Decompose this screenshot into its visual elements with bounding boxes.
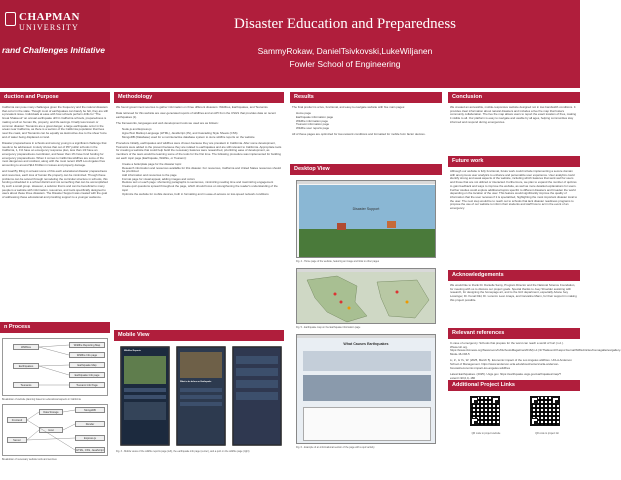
poster-school: Fowler School of Engineering (289, 59, 401, 69)
map-image (124, 356, 166, 384)
info-image (303, 375, 431, 401)
form-block (124, 402, 166, 420)
intro-paragraph: Disaster preparedness in schools and among young is a significant challenge that needs to be addressed. A study shows that out of 357 public schools in the California, 1, 1% have an emergency response plan, less than 1/3 have an emergency preparedness coordinator, and fewer than 1% have fund funding for emergency preparedness. When it comes to California wildfires are some of the most dangerous and costliest, along with the most recent 2025 Los Angeles fires amounting to around $14.8 billion in losses and property damage. (2, 140, 107, 168)
quiz-box (303, 407, 431, 441)
methodology-paragraph: Data retrieved for this website are user-generated reports of wildfires and an API from the USGS that provides data on recent earthquakes (1). (116, 111, 276, 119)
references-heading: Relevant references (448, 328, 580, 339)
text-line (124, 395, 166, 399)
figure-caption: Fig. 4 - Home page of the website, featuring an image and links to other pages (296, 260, 380, 263)
intro-paragraph: California can pose many challenges given the frequency and the natural disasters that occur in the state. Though most of earthquakes can barely be felt, they are still a prevalent issue. Individuals at ease with how schools perform drills for "The Great Shakeout" an annual earthquake drill in California schools, preparedness is making a toll on human life, property, and life savings. Finally less known or common disaster: Tsunamis are a great danger, a large earthquake occur in the ocean near California, as there is a section of the California population that lives near the coast, and Tsunamis can be equally as destructive due to the sheer force and of water being displaced on land. (2, 105, 108, 139)
diagram-connectors (3, 339, 109, 397)
list-item: Wildfire information page (296, 118, 328, 123)
list-item: Home page (296, 111, 311, 116)
list-item: Create quiz questions spread throughout the page, which should focus on strengthening the reader's understanding of the topic (122, 184, 278, 192)
text-line (124, 388, 166, 392)
mobile-subtitle: What to do before an Earthquake (180, 381, 212, 383)
desktop-screenshot-home (296, 180, 436, 258)
browser-bar (297, 335, 435, 338)
list-item: Format page for visual appeal, adding images and colors (122, 176, 195, 181)
tools-list (116, 128, 282, 139)
info-text-block (303, 351, 431, 371)
list-item: Wildfire user reports page (296, 126, 330, 131)
initiative-label: rand Challenges Initiative (2, 45, 105, 55)
house-art (387, 221, 396, 228)
list-item: Add information and resources to the page (122, 173, 177, 178)
figure-caption: Fig. 6 - Example of an informational section of the page with a quiz activity (296, 446, 375, 449)
text-line (180, 402, 222, 406)
diagram-node: Tsunami Info Page (69, 382, 105, 388)
list-item: Reduce text on each page: shortening paragraphs to sentences, minimizing reading time and maximizing engagement (122, 180, 274, 185)
diagram-node: Wildfires (13, 344, 39, 350)
list-item: HyperText Markup Language (HTML), JavaScript (JS), and Cascading Style Sheets (CSS) (122, 131, 238, 136)
diagram-node: Wildfire Reporting Map (69, 342, 105, 348)
diagram-tools (2, 404, 108, 456)
methodology-heading: Methodology (114, 92, 284, 103)
diagram-node: MongoDB (75, 407, 105, 413)
results-paragraph: All of these pages are optimized for low-network conditions and formatted for mobile form factor devices. (292, 132, 426, 137)
results-list (292, 112, 440, 131)
browser-bar (297, 181, 435, 184)
mobile-screenshot-earthquake (176, 346, 226, 446)
diagram-node: Server (7, 437, 27, 443)
mobile-title: Wildfire Reports (124, 350, 141, 352)
diagram-node: HTML, CSS, JavaScript (76, 449, 104, 452)
logo-window-icon (5, 12, 16, 26)
university-logo (0, 0, 110, 88)
diagram-node: Earthquakes (13, 363, 39, 369)
list-item: Node.js and Express.js (122, 127, 152, 132)
results-text (292, 106, 440, 158)
diagram-node: Data Storage (39, 409, 63, 415)
figure-caption: Fig. 5 - Earthquake map on the Earthquake information page (296, 326, 361, 329)
quiz-option (236, 380, 278, 388)
home-title: Disaster Support (352, 207, 380, 211)
references-text (450, 341, 621, 380)
house-art (337, 223, 346, 230)
project-links-heading: Additional Project Links (448, 380, 580, 391)
list-item: Research information and resources available for this disaster. For resources, California and United States resources should be prioritized (122, 165, 281, 174)
methodology-paragraph: Procedure Initially, earthquakes and wildfires were chosen because they are prevalent in California. After some development, Tsunamis were added to the present because they are related to earthquakes and are still relevant to California. Appropriate tools for creating a website that could help build the necessary features were researched, prioritizing ease of development, as members of the team would be learning some of the tools for the first time. The following procedure was implemented for building out each topic page (Earthquake, Wildfire, or Tsunami): (116, 140, 282, 160)
desktop-screenshot-info (296, 334, 436, 444)
poster-title: Disaster Education and Preparedness (233, 16, 456, 32)
list-item: Tsunami information page (296, 122, 330, 127)
website-qr-code[interactable] (470, 396, 500, 426)
methodology-paragraph: The frameworks, languages and web development tools we used are as follows: (116, 121, 219, 126)
reference-entry: In case of emergency: Schools that prepare for the worst can reach a world of hurt (n.d.). Www.cdc.org. https://www.nbcnews.org/Newsroom/CASchoolsMagazine/2016/(n.d.)/InTheEventOf.aspx/Journal/SMGArticles/Cemagalleries/gallery-Mode-16-OM-5 (450, 341, 621, 357)
figure-caption: Fig. 3 - Mobile views of the wildfire reports page (left), the earthquake info page (center), and a quiz on the wildfire page (right) (116, 450, 250, 453)
diagram-node: Wildfire Info page (69, 352, 105, 358)
figure-caption: Breakdown of website planning based on educational aspects in California (2, 398, 81, 401)
figure-caption: Breakdown of necessary website tools and services (2, 458, 57, 461)
logo-top-text: CHAPMAN (19, 11, 80, 23)
future-work-text: Although our website is fully functional, future work could include implementing a secure domain with anonymous user analytics to enhance and personalize user experience. User analytics could identify strong and weak aspects of the website, including which features that work well for users and those that are not utilized or interacted. Furthermore, we plan to expand the number of quizzes to gain feedback and ways to improve the website, as well as more detailed explanations for users. Further studies could explore additional topics specific to different disasters and broaden the world depending on the location of the user. This feature would significantly improve the quality of information that the user receives if it is specialized, highlighting the most important disaster local to the user. The next step would be to reach out to schools that lack disaster readiness programs to propose the use of our website to inform their students and staff how to act in the event of an emergency. (450, 169, 578, 211)
list-item: Create a boilerplate page for the disaster topic (122, 161, 182, 166)
intro-paragraph: and Goal By filling in at least some of this each educational disaster preparedness and resources, each loss of human life property can be minimized. Though these problems can be solved through remodeling the curricular structure in schools, this funding embedded in a school district and not something that can be accomplished by such a small group. However, a solution that is and can be beneficial to many people is a website with information, resources, and tools specifically designed to users about these three disasters. The Disaster Support was created with the goal of addressing these educational and providing support to a younger audience. (2, 169, 108, 200)
desktop-view-heading: Desktop View (290, 164, 442, 175)
earthquake-map (297, 272, 437, 325)
acknowledgements-text: We would like to thank Dr. Danielle Samy, Program Director and the National Science Foundation, for meeting with us to discuss our project goals. Special thanks to Joey Shoelder assisting with research, for designing the homepage art, and to the GCI department, especially Ariane Ivey Lossinger, Dr. Kunal Dikl, Dr. Lorenzo Leon Anaya, and Carvatine Mann, for their support in making this project possible. (450, 283, 577, 302)
list-item: MongoDB (Database) used for a noninteractive database system to store wildfire reports on the website (122, 134, 255, 139)
results-heading: Results (290, 92, 442, 103)
reference-entry: Latest Earthquakes. (2025). Usgs.gov. https://earthquake.usgs.gov/earthquakes/map/?extent=-90,0,0,-180 (450, 371, 562, 380)
desktop-screenshot-map (296, 268, 436, 324)
intro-text (2, 106, 108, 316)
header-image (180, 352, 222, 378)
diagram-node: Earthquake Info page (69, 372, 105, 378)
poster-header (0, 0, 580, 88)
acknowledgements-heading: Acknowledgements (448, 270, 580, 281)
quiz-option (236, 356, 278, 364)
info-title: What Causes Earthquakes (343, 342, 389, 346)
results-paragraph: The final product is a live, functional, and easy-to-navigate website with five main pages: (292, 105, 405, 109)
intro-heading: duction and Purpose (0, 92, 110, 103)
diagram-node: Render (75, 421, 105, 427)
poster-authors: SammyRokaw, DanielTsivkovski,LukeWiljanen (257, 46, 433, 56)
list-item: Earthquake information page (296, 114, 334, 119)
conclusion-text: We created an accessible, mobile-responsive website designed not in low-bandwidth conditions. It provides clear information about natural disasters and includes a live fire map that fosters community collaboration. The live fire map allows users to report the exact location of fires, making it visible to all. Our platform is easy to navigate and usable by all ages, helping communities stay informed and respond during emergencies. (450, 105, 577, 124)
diagram-node: Host (39, 427, 63, 433)
quiz-option (236, 392, 278, 400)
conclusion-heading: Conclusion (448, 92, 580, 103)
qr-caption: QR code to project website (471, 432, 501, 435)
quiz-option (236, 368, 278, 376)
diagram-connectors (3, 405, 109, 457)
mobile-screenshot-reports (120, 346, 170, 446)
text-line (180, 395, 222, 399)
methodology-paragraph: We found government sources to gather information on three different disasters: Wildfires, Earthquakes, and Tsunamis. (116, 105, 269, 109)
future-work-heading: Future work (448, 156, 580, 167)
diagram-node: Tsunamis (13, 382, 39, 388)
diagram-node: Earthquake Map (69, 362, 105, 368)
logo-bottom-text: UNIVERSITY (19, 23, 79, 32)
methodology-text (116, 106, 282, 316)
procedure-list (116, 163, 282, 196)
reference-entry: Li, Z., & Yu, W. (2025, March 5). Economic impact of the Los Angeles wildfires. UCLA Anderson School of Management. https://www.anderson.ucla.edu/about/centers/ucla-anderson-forecast/economic-impact-los-angeles-wildfires (450, 358, 572, 370)
design-process-heading: n Process (0, 322, 110, 333)
qr-caption: QR code to project Git (535, 432, 559, 435)
mobile-screenshot-quiz (232, 346, 282, 446)
landscape-art (299, 229, 435, 257)
git-qr-code[interactable] (530, 396, 560, 426)
diagram-topics (2, 338, 108, 396)
diagram-node: Express.js (75, 435, 105, 441)
diagram-node: Frontend (7, 417, 27, 423)
text-line (180, 388, 222, 392)
mobile-view-heading: Mobile View (114, 330, 284, 341)
list-item: Optimize the website for mobile devices, both in formatting and in ease-of-access on low-speed network conditions (122, 191, 269, 196)
